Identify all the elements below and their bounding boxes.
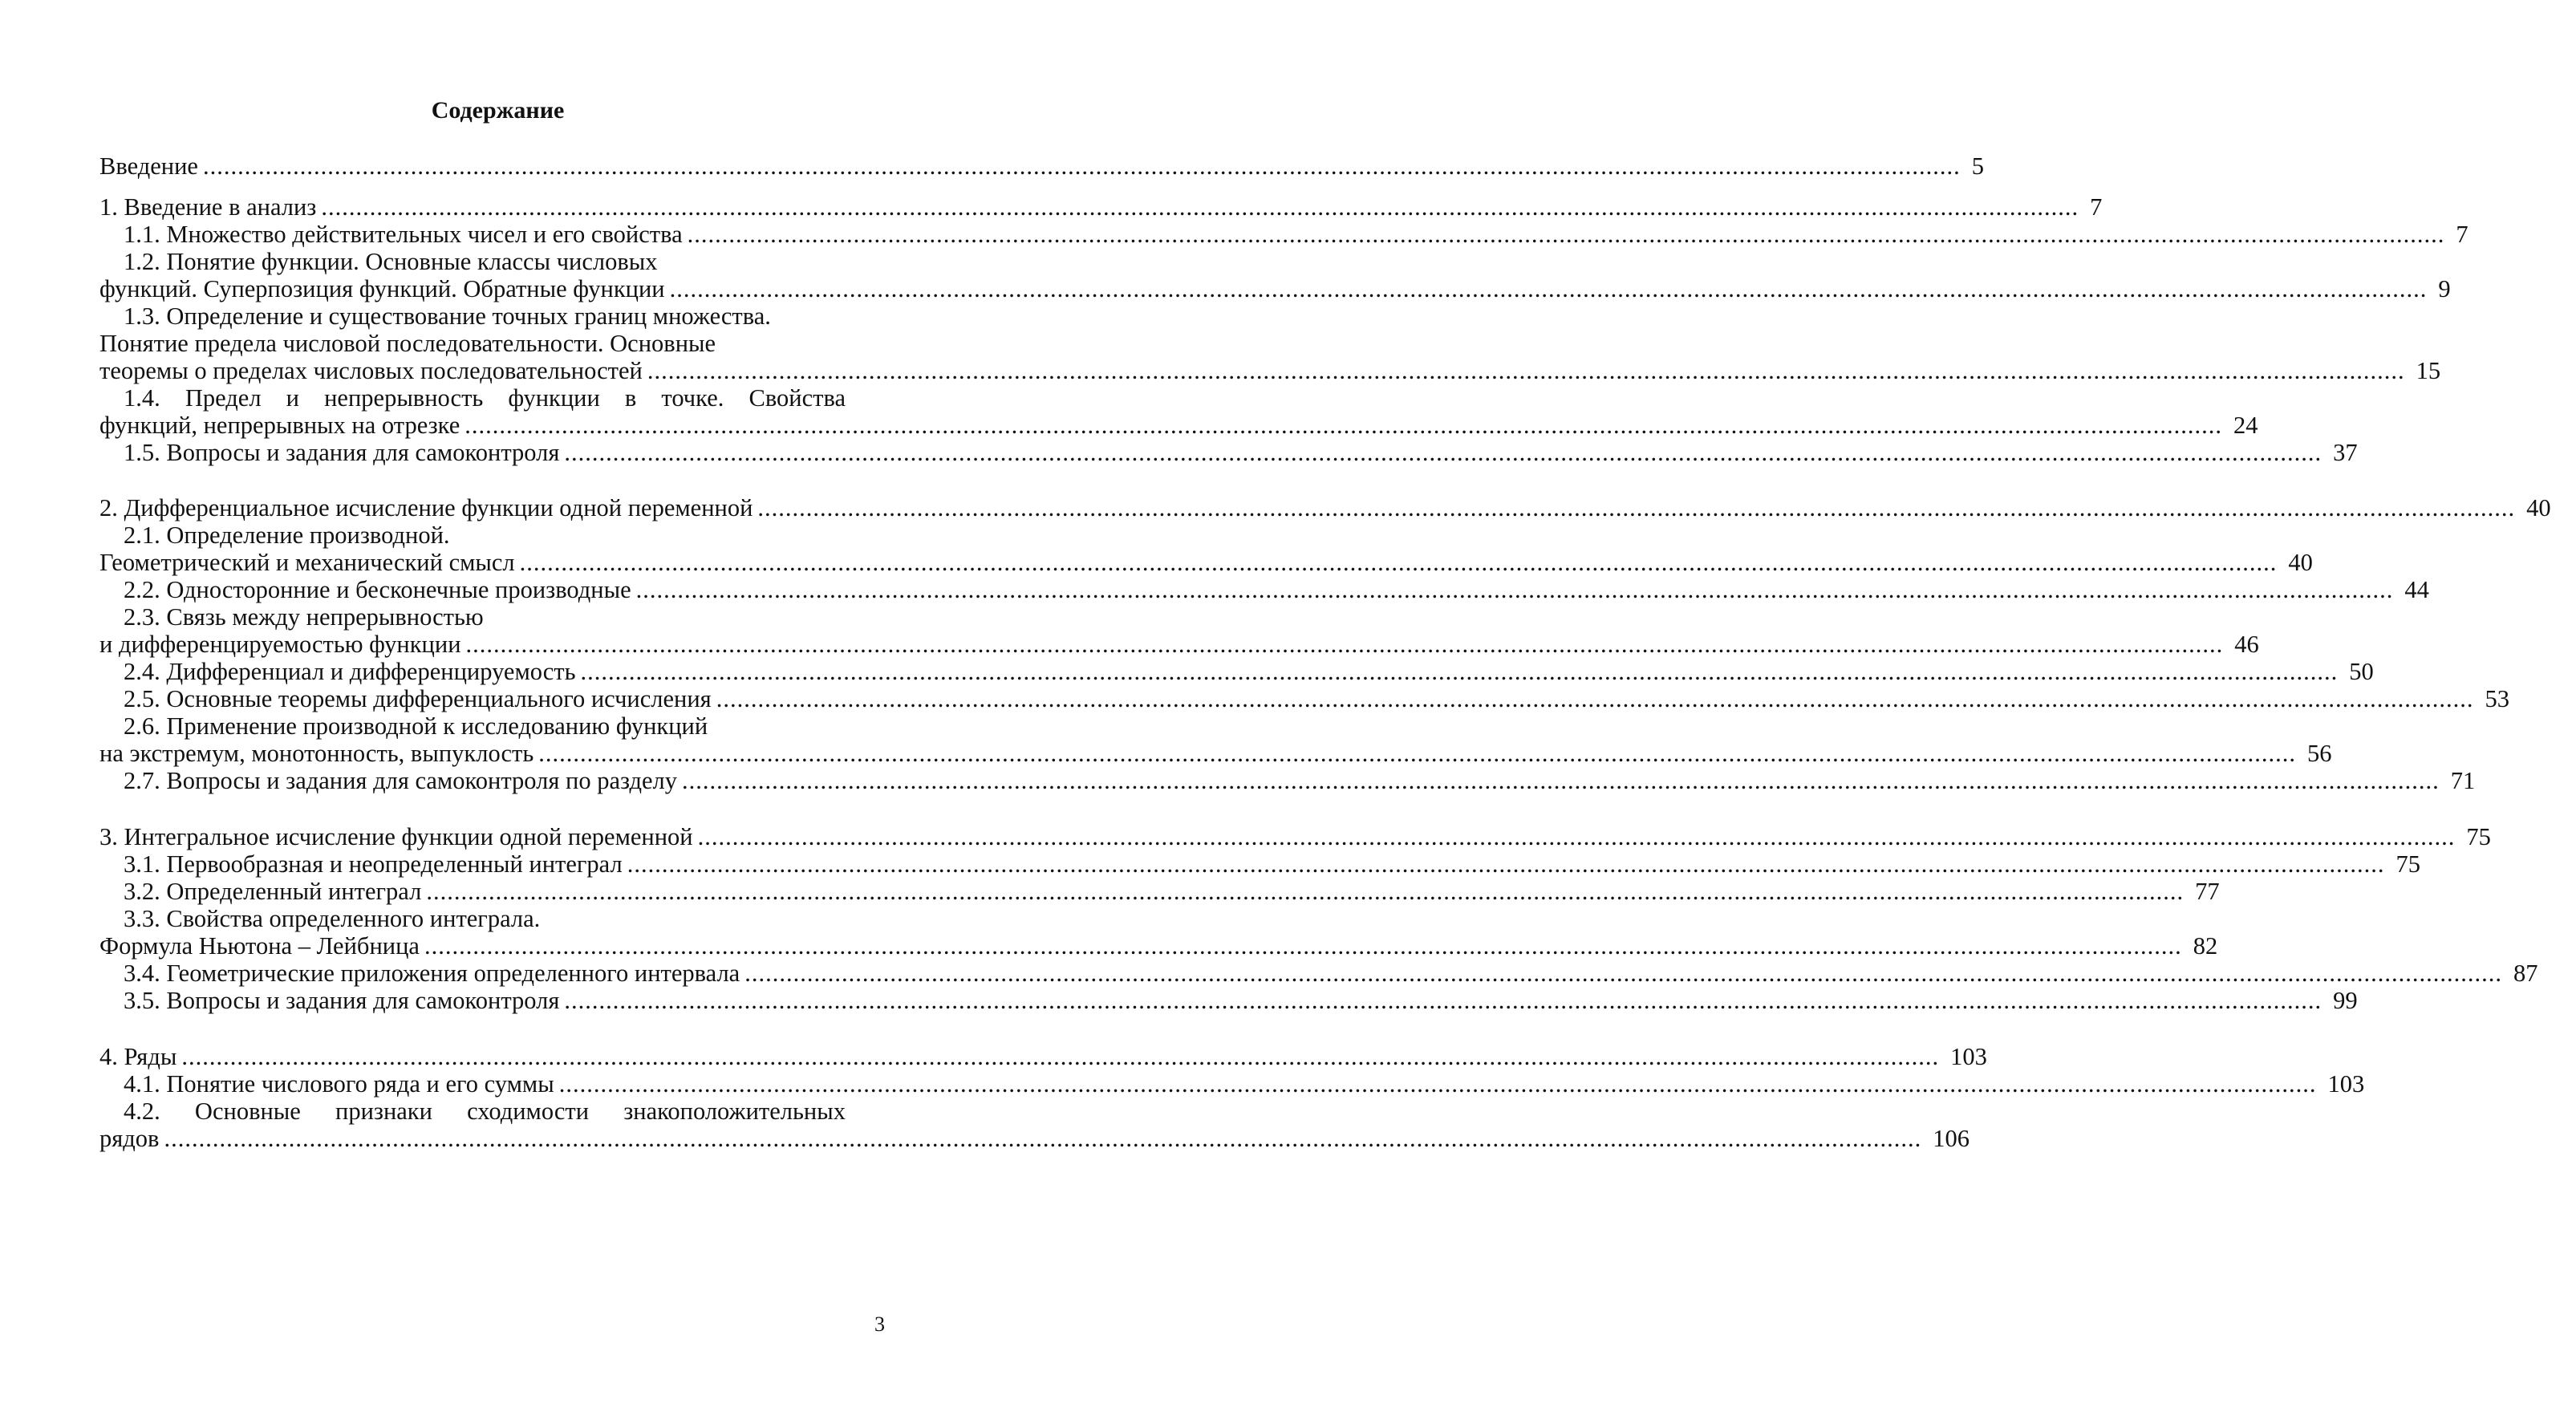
toc-entry-1-3-line-2[interactable]: Понятие предела числовой последовательности. Основные bbox=[99, 330, 716, 357]
dot-leader bbox=[564, 437, 2322, 468]
dot-leader bbox=[564, 985, 2322, 1016]
toc-page-ref: 75 bbox=[2395, 850, 2420, 878]
toc-page-ref: 46 bbox=[2234, 631, 2259, 658]
toc-page-ref: 50 bbox=[2349, 658, 2374, 685]
toc-entry-text: Введение bbox=[99, 152, 198, 180]
toc-title: Содержание bbox=[431, 97, 565, 124]
toc-entry-text: 1.1. Множество действительных чисел и его свойства bbox=[124, 221, 683, 248]
dot-leader bbox=[636, 574, 2394, 605]
toc-entry-4-1[interactable] bbox=[124, 1069, 2365, 1099]
toc-page-ref: 77 bbox=[2195, 878, 2220, 905]
toc-entry-1-4-line-1[interactable]: 1.4. Предел и непрерывность функции в точке. Свойства bbox=[124, 384, 846, 412]
dot-leader bbox=[559, 1069, 2317, 1099]
toc-entry-text: 2. Дифференциальное исчисление функции одной переменной bbox=[99, 494, 753, 521]
toc-entry-2-3-line-2[interactable] bbox=[99, 629, 2259, 659]
toc-entry-text: 2.4. Дифференциал и дифференцируемость bbox=[124, 658, 576, 685]
toc-entry-3-4[interactable] bbox=[124, 958, 2538, 988]
dot-leader bbox=[744, 958, 2502, 988]
toc-entry-text: и дифференцируемостью функции bbox=[99, 631, 461, 658]
toc-entry-2-6-line-1[interactable]: 2.6. Применение производной к исследованию функций bbox=[124, 712, 708, 740]
toc-entry-text: 1. Введение в анализ bbox=[99, 193, 317, 221]
toc-page-ref: 75 bbox=[2466, 823, 2491, 850]
toc-page-ref: 40 bbox=[2526, 494, 2551, 521]
dot-leader bbox=[757, 493, 2515, 523]
dot-leader bbox=[181, 1041, 1939, 1072]
dot-leader bbox=[424, 931, 2182, 961]
toc-entry-2-1-line-2[interactable] bbox=[99, 547, 2313, 578]
toc-entry-section-4[interactable] bbox=[99, 1041, 1987, 1072]
page-number: 3 bbox=[874, 1313, 885, 1336]
toc-entry-text: 3.1. Первообразная и неопределенный интеграл bbox=[124, 850, 623, 878]
toc-page-ref: 24 bbox=[2233, 412, 2258, 439]
toc-entry-text: функций, непрерывных на отрезке bbox=[99, 412, 460, 439]
toc-page-ref: 106 bbox=[1933, 1125, 1970, 1152]
toc-entry-text: Геометрический и механический смысл bbox=[99, 549, 515, 576]
toc-page-ref: 9 bbox=[2438, 275, 2451, 302]
toc-entry-text: 4. Ряды bbox=[99, 1043, 177, 1070]
dot-leader bbox=[627, 849, 2385, 879]
toc-entry-4-2-line-1[interactable]: 4.2. Основные признаки сходимости знакоположительных bbox=[124, 1098, 846, 1125]
dot-leader bbox=[716, 684, 2474, 714]
toc-page-ref: 56 bbox=[2306, 740, 2332, 767]
toc-entry-text: 3.2. Определенный интеграл bbox=[124, 878, 422, 905]
dot-leader bbox=[538, 738, 2296, 769]
toc-entry-text: 2.2. Односторонние и бесконечные производные bbox=[124, 576, 631, 603]
toc-entry-2-7[interactable] bbox=[124, 765, 2476, 796]
toc-entry-1-5[interactable] bbox=[124, 437, 2358, 468]
toc-entry-1-2-line-2[interactable] bbox=[99, 274, 2451, 304]
toc-entry-text: 2.7. Вопросы и задания для самоконтроля по разделу bbox=[124, 767, 678, 794]
dot-leader bbox=[698, 822, 2456, 852]
toc-entry-text: 3.4. Геометрические приложения определенного интервала bbox=[124, 960, 740, 987]
toc-entry-text: Формула Ньютона – Лейбница bbox=[99, 932, 420, 960]
toc-entry-3-2[interactable] bbox=[124, 876, 2220, 907]
toc-entry-3-1[interactable] bbox=[124, 849, 2420, 879]
toc-entry-3-3-line-2[interactable] bbox=[99, 931, 2218, 961]
dot-leader bbox=[203, 151, 1961, 181]
toc-entry-text: 3.5. Вопросы и задания для самоконтроля bbox=[124, 987, 560, 1014]
toc-entry-1-4-line-2[interactable] bbox=[99, 410, 2258, 440]
toc-page-ref: 40 bbox=[2288, 549, 2313, 576]
toc-entry-1-1[interactable] bbox=[124, 219, 2468, 250]
toc-entry-text: функций. Суперпозиция функций. Обратные функции bbox=[99, 275, 665, 302]
toc-page-ref: 82 bbox=[2193, 932, 2218, 960]
toc-page-ref: 53 bbox=[2485, 685, 2509, 712]
toc-page-ref: 103 bbox=[1950, 1043, 1987, 1070]
toc-entry-text: рядов bbox=[99, 1125, 160, 1152]
toc-page-ref: 87 bbox=[2513, 960, 2538, 987]
dot-leader bbox=[682, 765, 2440, 796]
toc-entry-text: 2.5. Основные теоремы дифференциального исчисления bbox=[124, 685, 712, 712]
toc-entry-2-1-line-1[interactable]: 2.1. Определение производной. bbox=[124, 521, 450, 549]
toc-page-ref: 99 bbox=[2333, 987, 2358, 1014]
dot-leader bbox=[426, 876, 2184, 907]
toc-entry-text: 3. Интегральное исчисление функции одной переменной bbox=[99, 823, 693, 850]
dot-leader bbox=[520, 547, 2278, 578]
dot-leader bbox=[321, 192, 2079, 222]
dot-leader bbox=[466, 629, 2224, 659]
toc-page-ref: 7 bbox=[2090, 193, 2103, 221]
toc-page-ref: 7 bbox=[2456, 221, 2468, 248]
dot-leader bbox=[647, 355, 2405, 386]
toc-entry-section-3[interactable] bbox=[99, 822, 2491, 852]
toc-page-ref: 37 bbox=[2333, 439, 2358, 466]
dot-leader bbox=[464, 410, 2222, 440]
dot-leader bbox=[164, 1123, 1921, 1154]
dot-leader bbox=[670, 274, 2428, 304]
toc-page-ref: 103 bbox=[2327, 1070, 2365, 1098]
toc-entry-2-5[interactable] bbox=[124, 684, 2509, 714]
toc-entry-text: 4.1. Понятие числового ряда и его суммы bbox=[124, 1070, 554, 1098]
toc-entry-text: 1.5. Вопросы и задания для самоконтроля bbox=[124, 439, 560, 466]
toc-page-ref: 44 bbox=[2404, 576, 2429, 603]
toc-entry-1-3-line-1[interactable]: 1.3. Определение и существование точных границ множества. bbox=[124, 302, 771, 330]
dot-leader bbox=[688, 219, 2445, 250]
toc-page-ref: 5 bbox=[1971, 152, 1984, 180]
toc-entry-intro[interactable] bbox=[99, 151, 1984, 181]
toc-entry-text: на экстремум, монотонность, выпуклость bbox=[99, 740, 534, 767]
toc-entry-2-3-line-1[interactable]: 2.3. Связь между непрерывностью bbox=[124, 603, 484, 631]
toc-entry-1-2-line-1[interactable]: 1.2. Понятие функции. Основные классы числовых bbox=[124, 248, 658, 275]
toc-entry-section-1[interactable] bbox=[99, 192, 2103, 222]
toc-page-ref: 15 bbox=[2416, 357, 2441, 384]
toc-entry-2-2[interactable] bbox=[124, 574, 2429, 605]
toc-entry-section-2[interactable] bbox=[99, 493, 2551, 523]
dot-leader bbox=[581, 656, 2339, 687]
toc-page-ref: 71 bbox=[2450, 767, 2476, 794]
toc-entry-2-6-line-2[interactable] bbox=[99, 738, 2332, 769]
toc-entry-1-3-line-3[interactable] bbox=[99, 355, 2441, 386]
toc-entry-text: теоремы о пределах числовых последовательностей bbox=[99, 357, 643, 384]
toc-entry-3-5[interactable] bbox=[124, 985, 2358, 1016]
toc-entry-2-4[interactable] bbox=[124, 656, 2374, 687]
toc-entry-3-3-line-1[interactable]: 3.3. Свойства определенного интеграла. bbox=[124, 905, 541, 932]
toc-entry-4-2-line-2[interactable] bbox=[99, 1123, 1970, 1154]
